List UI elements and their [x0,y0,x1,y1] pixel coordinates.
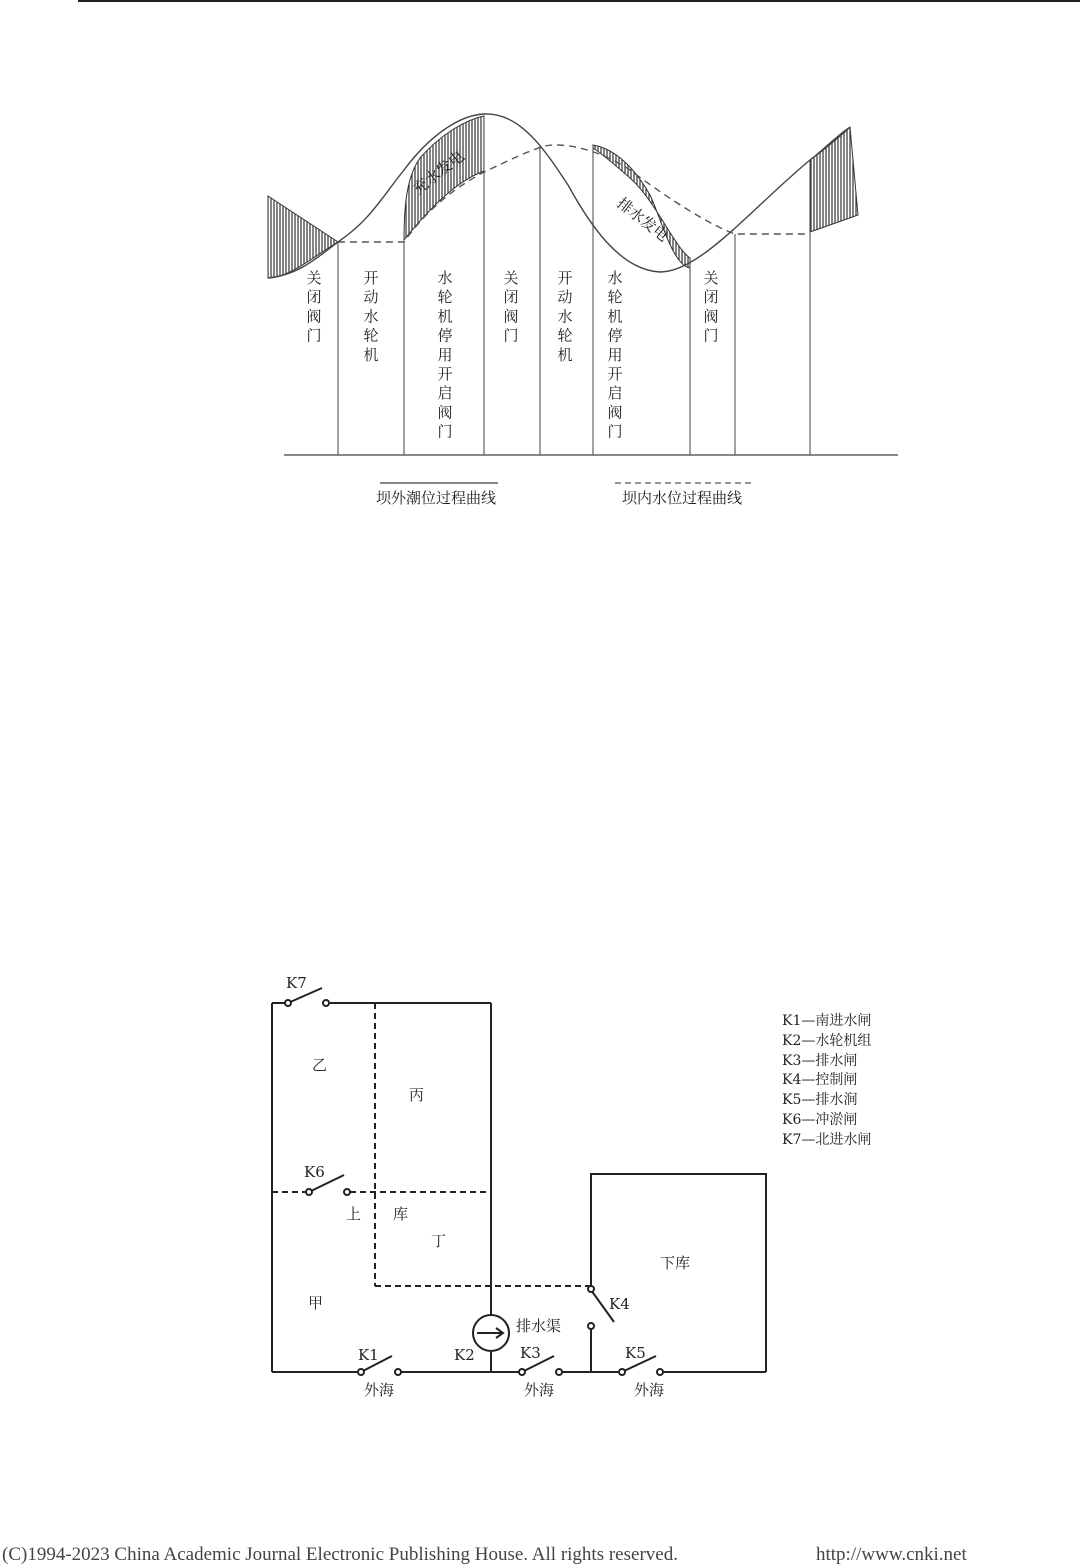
gate-k6-label: K6 [304,1163,325,1181]
turbine-k2-icon [473,1315,509,1351]
stage-label-close3: 关闭阀门 [703,269,719,345]
stage-labels [306,269,718,441]
gate-k7-label: K7 [286,974,307,992]
stage-label-close1: 关闭阀门 [306,269,322,345]
zone-ku-label: 库 [393,1205,409,1223]
gate-legend-item: K1—南进水闸 [782,1013,872,1029]
stage-label-stop2: 水轮机停用开启阀门 [607,269,623,441]
stage-label-open2: 开动水轮机 [557,269,573,364]
zone-shang-label: 上 [346,1205,362,1223]
gate-legend-item: K3—排水闸 [782,1052,858,1069]
legend-inner-label: 坝内水位过程曲线 [622,489,743,507]
zone-yi-label: 乙 [312,1056,328,1074]
stage-dividers [338,116,810,455]
outer-tide-curve [268,114,850,278]
lower-reservoir-outline [591,1174,766,1372]
sea-label-2: 外海 [524,1381,555,1399]
footer-url-link[interactable]: http://www.cnki.net [816,1544,967,1565]
hatch-region-right [810,127,858,232]
gate-switches [285,988,663,1375]
gate-k4-label: K4 [609,1295,630,1313]
gate-k1-label: K1 [358,1346,379,1364]
drain-label: 排水发电 [613,193,672,246]
hatch-region-left [268,196,338,278]
gate-k2-label: K2 [454,1346,475,1364]
gate-legend [782,1012,871,1151]
footer-copyright: (C)1994-2023 China Academic Journal Electronic Publishing House. All rights reserved. [2,1544,678,1565]
gate-legend-item: K2—水轮机组 [782,1032,872,1049]
gate-k5-label: K5 [625,1344,646,1362]
charge-label: 充水发电 [409,147,468,199]
zone-ding-label: 丁 [431,1232,447,1250]
canal-label: 排水渠 [516,1317,562,1335]
sea-label-3: 外海 [634,1381,665,1399]
gate-legend-item: K6—冲淤闸 [782,1111,858,1128]
gate-legend-item: K4—控制闸 [782,1072,858,1089]
tide-diagram [268,114,898,507]
sea-label-1: 外海 [364,1381,395,1399]
zone-bing-label: 丙 [409,1086,425,1104]
stage-label-stop1: 水轮机停用开启阀门 [437,269,453,441]
zone-jia-label: 甲 [308,1294,324,1312]
gate-legend-item: K7—北进水闸 [782,1131,872,1148]
stage-label-close2: 关闭阀门 [503,269,519,345]
gate-k3-label: K3 [520,1344,541,1362]
legend-outer-label: 坝外潮位过程曲线 [376,489,497,507]
gate-legend-item: K5—排水涧 [782,1092,858,1109]
page-footer [0,1544,1080,1568]
reservoir-diagram [272,974,766,1399]
stage-label-open1: 开动水轮机 [363,269,379,364]
zone-xiaku-label: 下库 [660,1254,691,1272]
